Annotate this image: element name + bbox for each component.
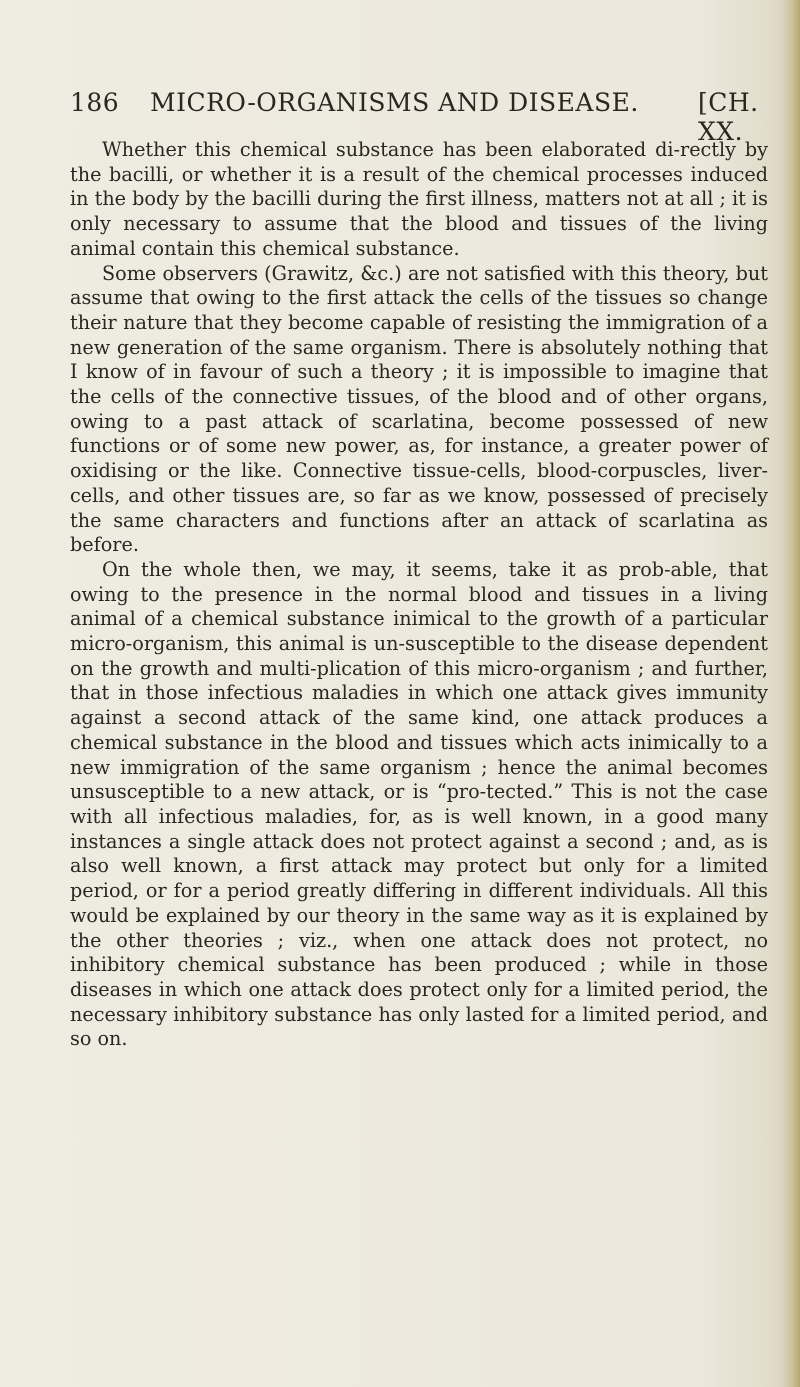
paragraph: Some observers (Grawitz, &c.) are not satisfied with this theory, but assume that owing to the first attack the cells of the tissues so change their nature that they become capable of resisting the immigration of a new generation of the same organism. There is absolutely nothing that I know of in favour of such a theory ; it is impossible to imagine that the cells of the connective tissues, of the blood and of other organs, owing to a past attack of scarlatina, become possessed of new functions or of some new power, as, for instance, a greater power of oxidising or the like. Connective tissue-cells, blood-corpuscles, liver-cells, and other tissues are, so far as we know, possessed of precisely the same characters and functions after an attack of scarlatina as before. [70,261,768,557]
page-number: 186 [70,88,120,117]
running-header [70,88,770,146]
paragraph: On the whole then, we may, it seems, take it as prob-able, that owing to the presence in the normal blood and tissues in a living animal of a chemical substance inimical to the growth of a particular micro-organism, this animal is un-susceptible to the disease dependent on the growth and multi-plication of this micro-organism ; and further, that in those infectious maladies in which one attack gives immunity against a second attack of the same kind, one attack produces a chemical substance in the blood and tissues which acts inimically to a new immigration of the same organism ; hence the animal becomes unsusceptible to a new attack, or is “pro-tected.” This is not the case with all infectious maladies, for, as is well known, in a good many instances a single attack does not protect against a second ; and, as is also well known, a first attack may protect but only for a limited period, or for a period greatly differing in different individuals. All this would be explained by our theory in the same way as it is explained by the other theories ; viz., when one attack does not protect, no inhibitory chemical substance has been produced ; while in those diseases in which one attack does protect only for a limited period, the necessary inhibitory substance has only lasted for a limited period, and so on. [70,557,768,1051]
chapter-label: [CH. XX. [698,88,759,146]
paragraph: Whether this chemical substance has been elaborated di-rectly by the bacilli, or whether it is a result of the chemical processes induced in the body by the bacilli during the first illness, matters not at all ; it is only necessary to assume that the blood and tissues of the living animal contain this chemical substance. [70,138,768,260]
page-edge-shadow [782,0,800,1387]
body-text [70,138,768,1052]
running-title: MICRO-ORGANISMS AND DISEASE. [150,88,639,117]
